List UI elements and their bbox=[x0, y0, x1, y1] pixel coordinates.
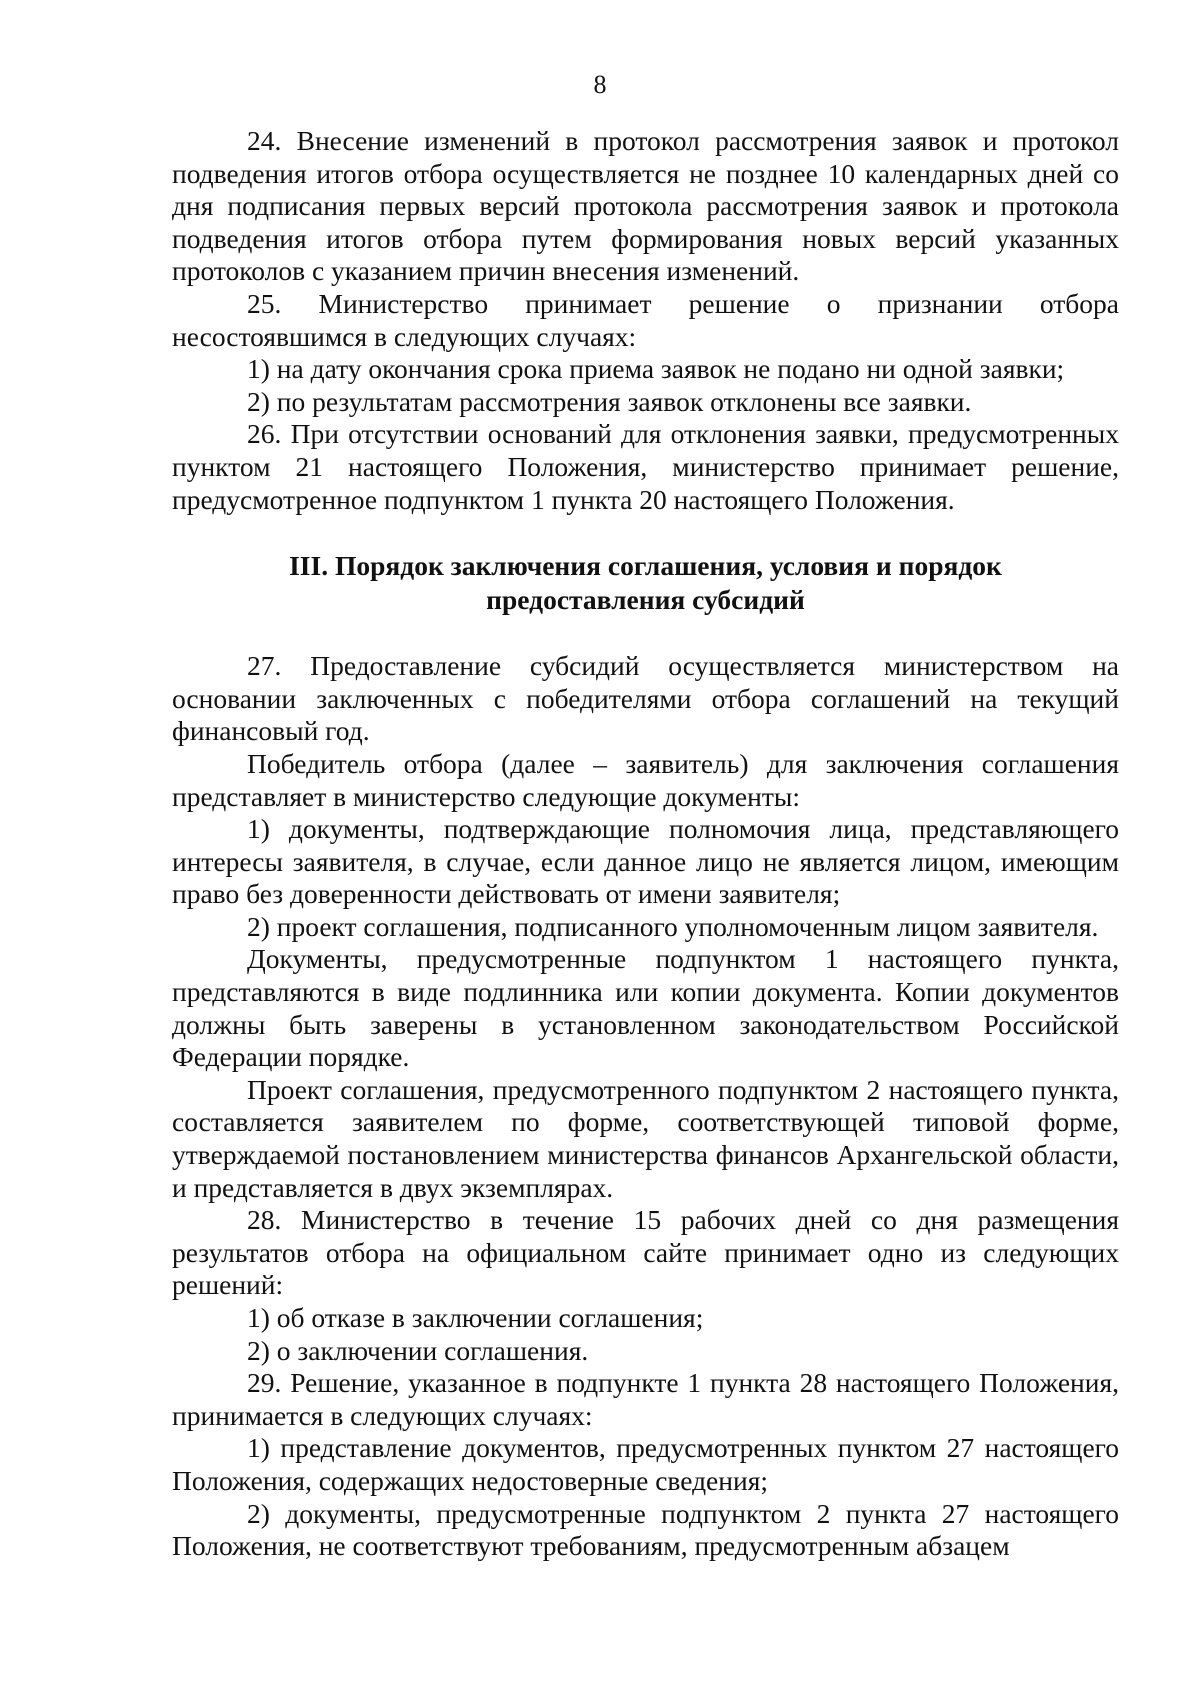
paragraph-27-item-2: 2) проект соглашения, подписанного уполномоченным лицом заявителя. bbox=[247, 910, 1099, 942]
paragraph-27-item-1: 1) документы, подтверждающие полномочия лица, представляющего интересы заявителя, в случае, если данное лицо не является лицом, имеющим право без доверенности действовать от имени заявителя; bbox=[172, 813, 1119, 910]
paragraph-29-item-2: 2) документы, предусмотренные подпунктом 2 пункта 27 настоящего Положения, не соответствуют требованиям, предусмотренным абзацем bbox=[172, 1497, 1119, 1562]
section-heading-line-1: III. Порядок заключения соглашения, условия и порядок bbox=[289, 550, 1002, 582]
paragraph-27-documents: Документы, предусмотренные подпунктом 1 настоящего пункта, представляются в виде подлинника или копии документа. Копии документов должны быть заверены в установленном законодательством Российской Федерации порядке. bbox=[172, 943, 1119, 1073]
paragraph-27-applicant: Победитель отбора (далее – заявитель) для заключения соглашения представляет в министерство следующие документы: bbox=[172, 747, 1119, 812]
section-heading-line-2: предоставления субсидий bbox=[486, 584, 805, 616]
page-number: 8 bbox=[593, 70, 607, 99]
paragraph-27: 27. Предоставление субсидий осуществляется министерством на основании заключенных с победителями отбора соглашений на текущий финансовый год. bbox=[172, 650, 1119, 747]
paragraph-28: 28. Министерство в течение 15 рабочих дней со дня размещения результатов отбора на официальном сайте принимает одно из следующих решений: bbox=[172, 1204, 1119, 1301]
document-body bbox=[172, 125, 1119, 1563]
paragraph-29: 29. Решение, указанное в подпункте 1 пункта 28 настоящего Положения, принимается в следующих случаях: bbox=[172, 1367, 1119, 1431]
paragraph-25-item-1: 1) на дату окончания срока приема заявок не подано ни одной заявки; bbox=[247, 353, 1065, 385]
paragraph-29-item-1: 1) представление документов, предусмотренных пунктом 27 настоящего Положения, содержащих недостоверные сведения; bbox=[172, 1432, 1119, 1496]
paragraph-28-item-1: 1) об отказе в заключении соглашения; bbox=[247, 1302, 704, 1333]
paragraph-25: 25. Министерство принимает решение о признании отбора несостоявшимся в следующих случаях: bbox=[172, 287, 1119, 352]
paragraph-24: 24. Внесение изменений в протокол рассмотрения заявок и протокол подведения итогов отбора осуществляется не позднее 10 календарных дней со дня подписания первых версий протокола рассмотрения заявок и протокола подведения итогов отбора путем формирования новых версий указанных протоколов с указанием причин внесения изменений. bbox=[172, 125, 1119, 287]
paragraph-27-draft: Проект соглашения, предусмотренного подпунктом 2 настоящего пункта, составляется заявителем по форме, соответствующей типовой форме, утверждаемой постановлением министерства финансов Архангельской области, и представляется в двух экземплярах. bbox=[172, 1073, 1119, 1203]
paragraph-25-item-2: 2) по результатам рассмотрения заявок отклонены все заявки. bbox=[247, 385, 972, 417]
section-heading bbox=[172, 549, 1119, 617]
paragraph-28-item-2: 2) о заключении соглашения. bbox=[247, 1334, 589, 1366]
paragraph-26: 26. При отсутствии оснований для отклонения заявки, предусмотренных пунктом 21 настоящего Положения, министерство принимает решение, предусмотренное подпунктом 1 пункта 20 настоящего Положения. bbox=[172, 418, 1119, 515]
